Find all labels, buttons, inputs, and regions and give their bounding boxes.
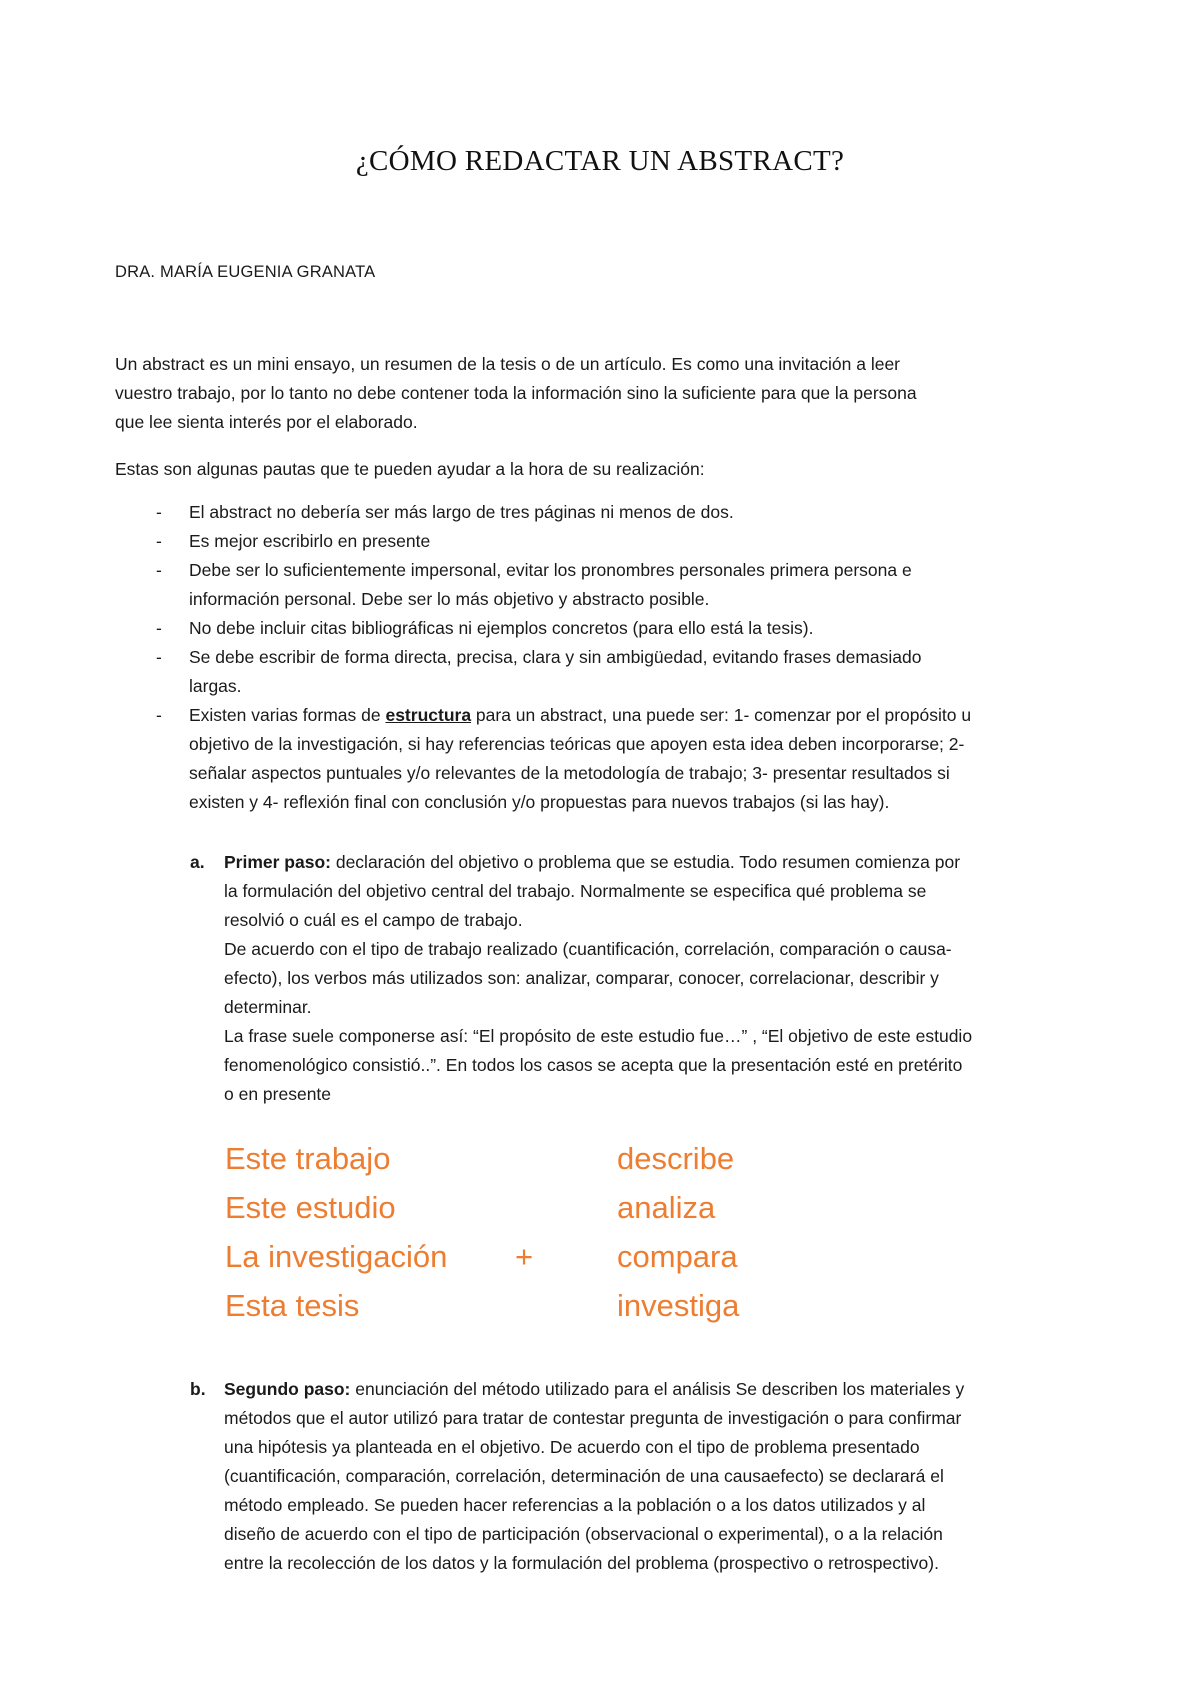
guidelines-list [115,498,1095,817]
step-line: determinar. [224,997,312,1017]
intro-paragraph [115,350,1075,437]
list-item [115,701,1095,817]
intro-line: vuestro trabajo, por lo tanto no debe contener toda la información sino la suficiente para que la persona [115,383,917,403]
verb-item: investiga [617,1288,740,1323]
step-line: De acuerdo con el tipo de trabajo realizado (cuantificación, correlación, comparación o causa- [224,939,952,959]
step-line: fenomenológico consistió..”. En todos los casos se acepta que la presentación esté en pretérito [224,1055,963,1075]
list-item-line: El abstract no debería ser más largo de tres páginas ni menos de dos. [189,502,734,522]
subjects-column [225,1134,447,1330]
step-a [190,848,1090,1109]
subject-item: Esta tesis [225,1288,360,1323]
step-line: métodos que el autor utilizó para tratar de contestar pregunta de investigación o para confirmar [224,1408,962,1428]
verbs-column [617,1134,739,1330]
list-item-line: existen y 4- reflexión final con conclusión y/o propuestas para nuevos trabajos (si las hay). [189,792,890,812]
step-b [190,1375,1090,1578]
list-item [115,643,1095,701]
list-item [115,498,1095,527]
step-line: (cuantificación, comparación, correlación, determinación de una causaefecto) se declarará el [224,1466,944,1486]
step-line: o en presente [224,1084,332,1104]
list-item-line: largas. [189,676,242,696]
author-name: DRA. MARÍA EUGENIA GRANATA [115,263,376,281]
plus-sign: + [515,1239,534,1274]
subject-item: La investigación [225,1239,448,1274]
intro-line: que lee sienta interés por el elaborado. [115,412,418,432]
bullet-dash: - [156,618,162,638]
guidelines-intro: Estas son algunas pautas que te pueden ayudar a la hora de su realización: [115,459,705,479]
step-label: Segundo paso: [224,1379,351,1399]
step-line: efecto), los verbos más utilizados son: analizar, comparar, conocer, correlacionar, describir y [224,968,939,988]
step-line [190,848,1090,877]
verb-item: compara [617,1239,738,1274]
list-item [115,527,1095,556]
document-title: ¿CÓMO REDACTAR UN ABSTRACT? [355,145,845,177]
step-line: diseño de acuerdo con el tipo de participación (observacional o experimental), o a la relación [224,1524,943,1544]
text-run: Existen varias formas de [189,705,386,725]
subject-item: Este estudio [225,1190,396,1225]
step-marker: a. [190,852,205,872]
step-line: resolvió o cuál es el campo de trabajo. [224,910,523,930]
verb-item: describe [617,1141,735,1176]
list-item-line: información personal. Debe ser lo más objetivo y abstracto posible. [189,589,710,609]
bullet-dash: - [156,531,162,551]
list-item-line: Debe ser lo suficientemente impersonal, evitar los pronombres personales primera persona e [189,560,912,580]
list-item-line: señalar aspectos puntuales y/o relevantes de la metodología de trabajo; 3- presentar resultados si [189,763,950,783]
step-label: Primer paso: [224,852,331,872]
step-line: una hipótesis ya planteada en el objetivo. De acuerdo con el tipo de problema presentado [224,1437,920,1457]
list-item [115,614,1095,643]
bullet-dash: - [156,502,162,522]
step-line [190,1375,1090,1404]
list-item [115,556,1095,614]
list-item-line: No debe incluir citas bibliográficas ni ejemplos concretos (para ello está la tesis). [189,618,814,638]
text-run: para un abstract, una puede ser: 1- comenzar por el propósito u [471,705,972,725]
list-item-line: objetivo de la investigación, si hay referencias teóricas que apoyen esta idea deben incorporarse; 2- [189,734,965,754]
bullet-dash: - [156,647,162,667]
list-item-line: Se debe escribir de forma directa, precisa, clara y sin ambigüedad, evitando frases demasiado [189,647,922,667]
bullet-dash: - [156,705,162,725]
intro-line: Un abstract es un mini ensayo, un resumen de la tesis o de un artículo. Es como una invitación a leer [115,354,901,374]
list-item-line [189,701,1095,730]
step-line: método empleado. Se pueden hacer referencias a la población o a los datos utilizados y al [224,1495,926,1515]
step-marker: b. [190,1379,206,1399]
list-item-line: Es mejor escribirlo en presente [189,531,431,551]
text-run: declaración del objetivo o problema que se estudia. Todo resumen comienza por [330,852,961,872]
text-run: enunciación del método utilizado para el análisis Se describen los materiales y [350,1379,965,1399]
step-line: entre la recolección de los datos y la formulación del problema (prospectivo o retrospectivo). [224,1553,939,1573]
structure-keyword: estructura [385,705,472,725]
subject-item: Este trabajo [225,1141,391,1176]
step-line: La frase suele componerse así: “El propósito de este estudio fue…” , “El objetivo de este estudio [224,1026,973,1046]
bullet-dash: - [156,560,162,580]
step-line: la formulación del objetivo central del trabajo. Normalmente se especifica qué problema se [224,881,927,901]
verb-item: analiza [617,1190,716,1225]
